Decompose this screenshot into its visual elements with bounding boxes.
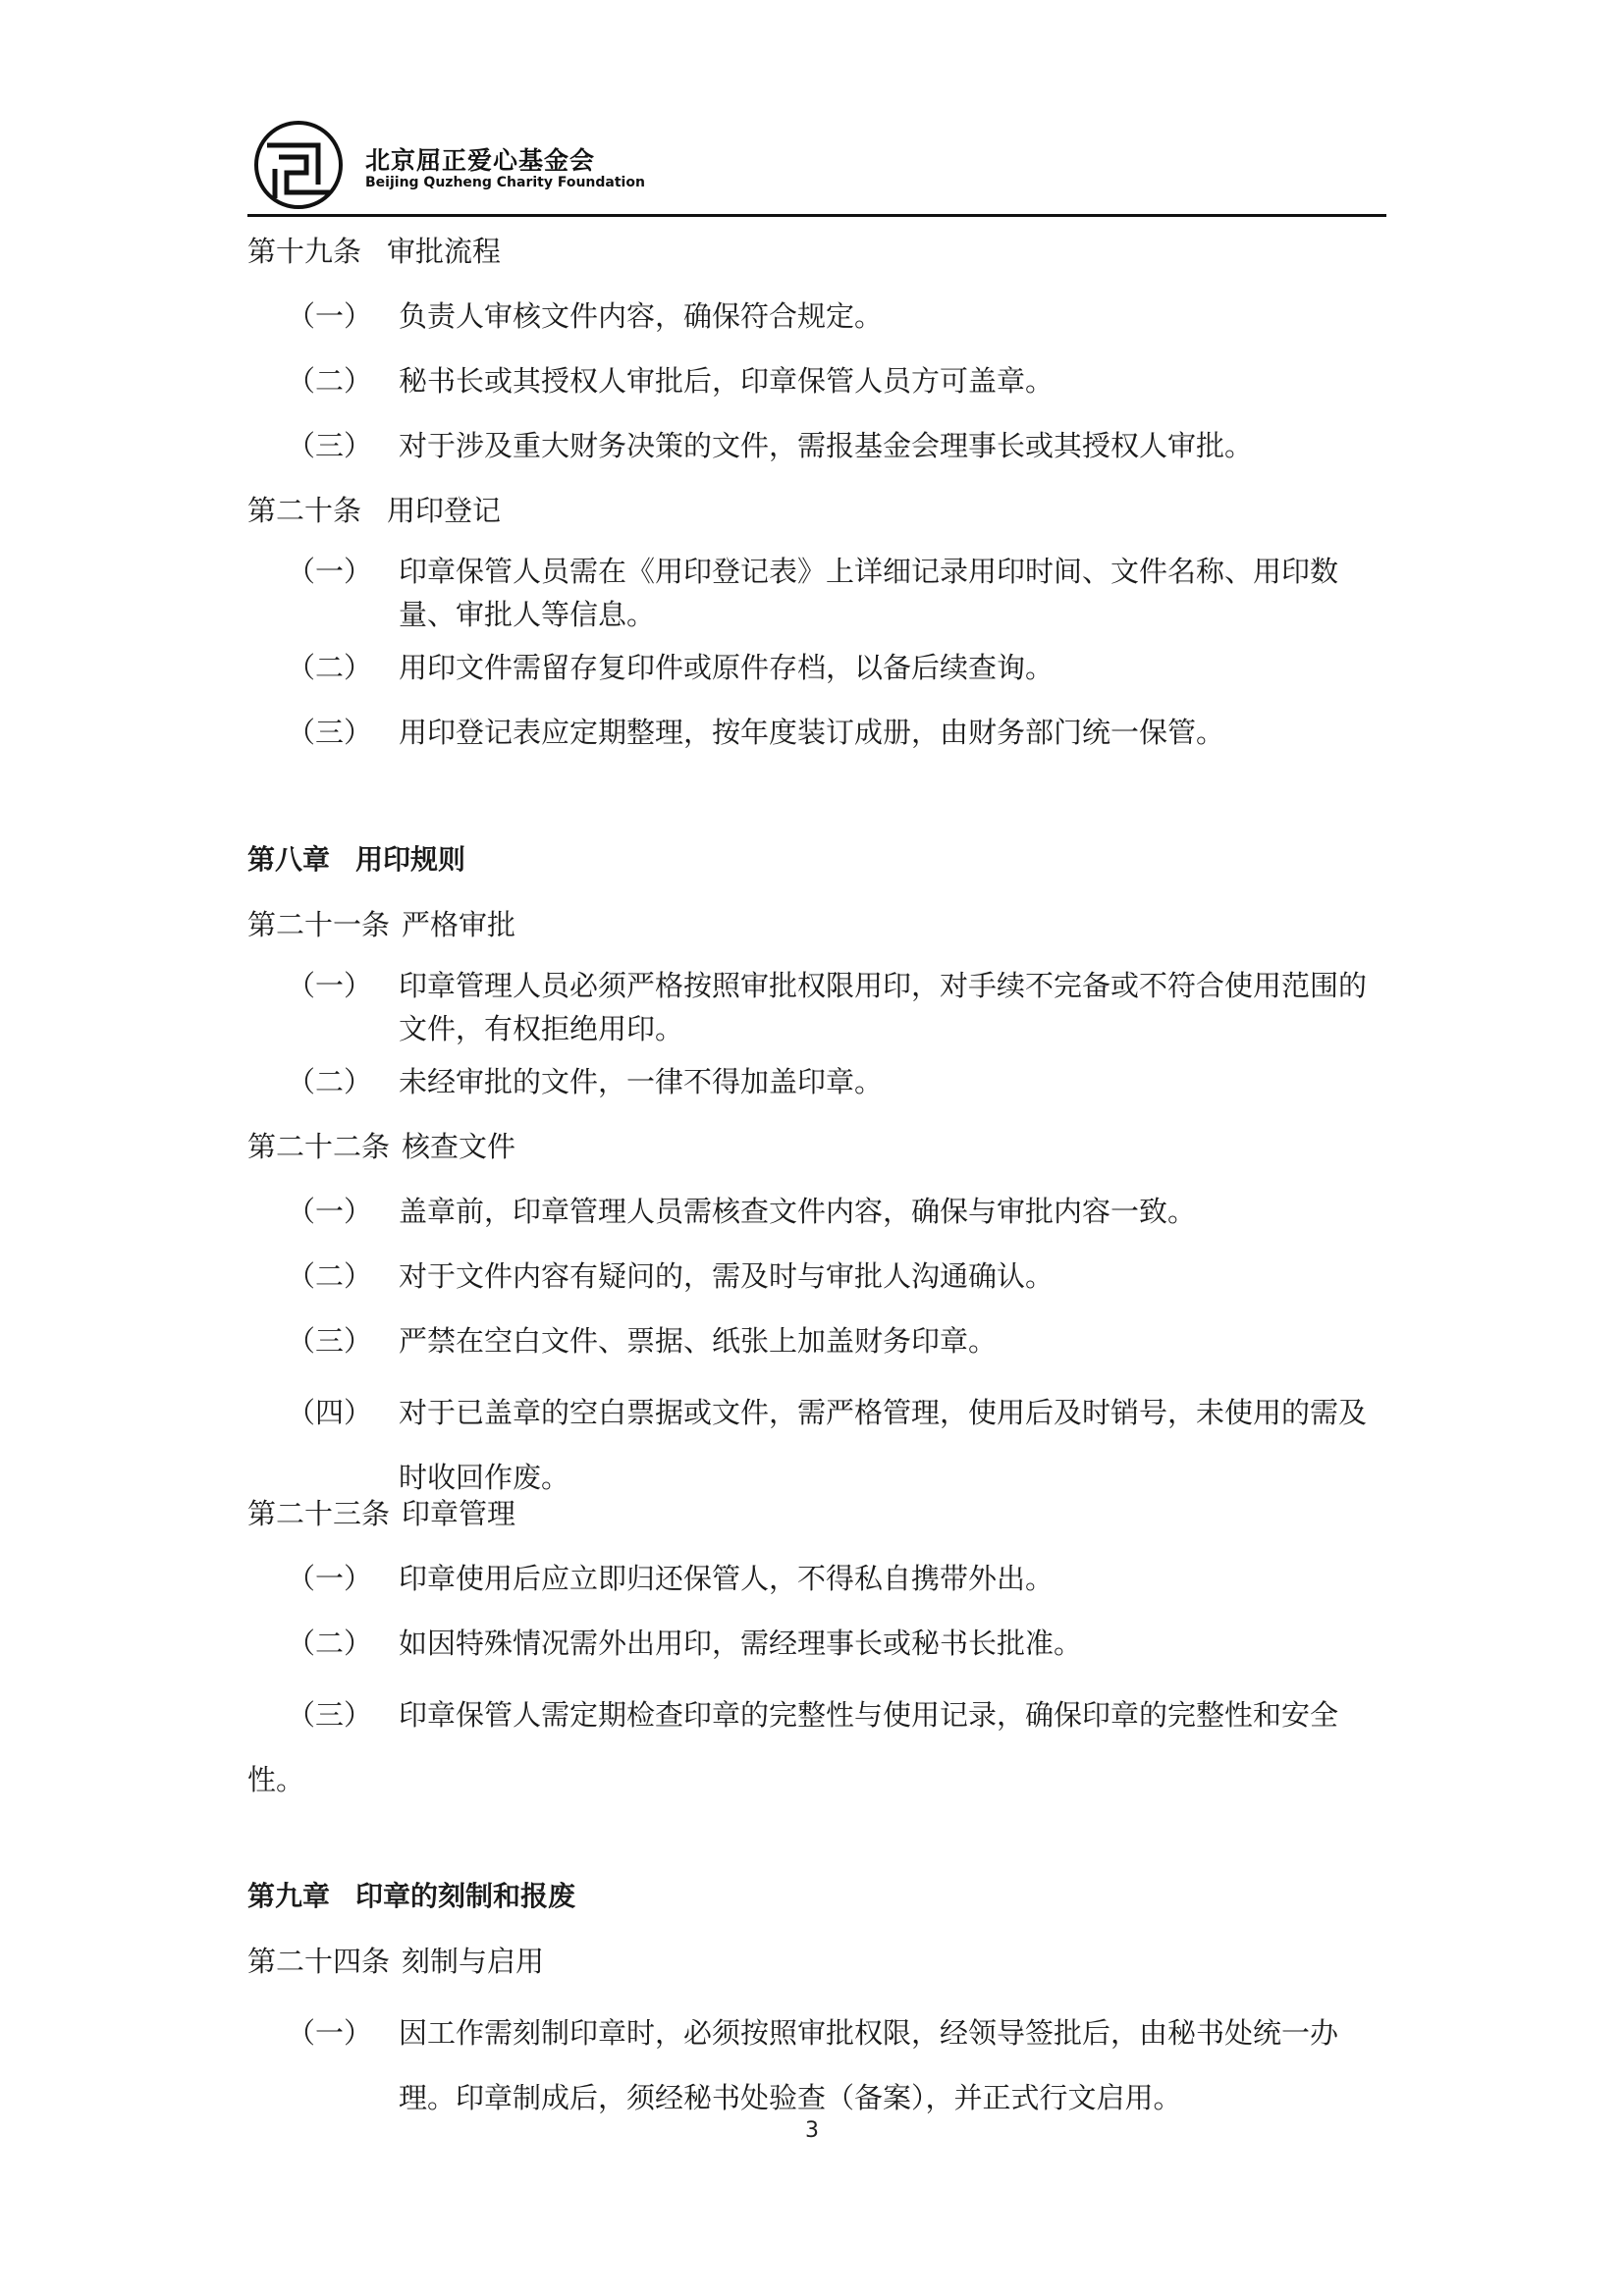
article-number: 第二十一条 bbox=[247, 908, 391, 941]
clause-text: 对于涉及重大财务决策的文件，需报基金会理事长或其授权人审批。 bbox=[399, 429, 1254, 462]
chapter-number: 第八章 bbox=[247, 843, 331, 876]
chapter-title: 用印规则 bbox=[355, 843, 466, 876]
article-title: 核查文件 bbox=[402, 1130, 516, 1163]
article-title: 印章管理 bbox=[402, 1497, 516, 1530]
clause-item bbox=[247, 355, 1386, 420]
article-title: 审批流程 bbox=[387, 235, 502, 268]
clause-text: 对于已盖章的空白票据或文件，需严格管理，使用后及时销号，未使用的需及时收回作废。 bbox=[399, 1396, 1368, 1494]
clause-text: 对于文件内容有疑问的，需及时与审批人沟通确认。 bbox=[399, 1259, 1055, 1293]
article-title: 刻制与启用 bbox=[402, 1945, 545, 1978]
clause-item bbox=[247, 1251, 1386, 1315]
clause-item bbox=[247, 964, 1386, 1056]
clause-item bbox=[247, 420, 1386, 485]
clause-item bbox=[247, 1682, 1386, 1810]
clause-number: （一） bbox=[287, 555, 373, 588]
clause-text: 用印登记表应定期整理，按年度装订成册，由财务部门统一保管。 bbox=[399, 716, 1225, 749]
clause-text: 用印文件需留存复印件或原件存档，以备后续查询。 bbox=[399, 651, 1055, 684]
clause-number: （二） bbox=[287, 1065, 373, 1098]
foundation-logo-icon bbox=[253, 120, 344, 210]
clause-text: 因工作需刻制印章时，必须按照审批权限，经领导签批后，由秘书处统一办理。印章制成后，须经秘书处验查（备案），并正式行文启用。 bbox=[399, 2016, 1339, 2114]
clause-item bbox=[247, 1186, 1386, 1251]
article-title: 用印登记 bbox=[387, 494, 502, 527]
clause-text: 负责人审核文件内容，确保符合规定。 bbox=[399, 299, 884, 333]
page-number: 3 bbox=[805, 2118, 819, 2143]
clause-number: （一） bbox=[287, 1562, 373, 1595]
clause-item bbox=[247, 2001, 1386, 2114]
article-number: 第二十三条 bbox=[247, 1497, 391, 1530]
clause-item bbox=[247, 1618, 1386, 1682]
org-name-en: Beijing Quzheng Charity Foundation bbox=[365, 175, 645, 190]
article-number: 第十九条 bbox=[247, 235, 362, 268]
clause-item bbox=[247, 1380, 1386, 1494]
article-title: 严格审批 bbox=[402, 908, 516, 941]
clause-text: 秘书长或其授权人审批后，印章保管人员方可盖章。 bbox=[399, 364, 1055, 398]
clause-item bbox=[247, 707, 1386, 772]
clause-number: （二） bbox=[287, 651, 373, 684]
clause-number: （二） bbox=[287, 1259, 373, 1293]
article-number: 第二十条 bbox=[247, 494, 362, 527]
clause-number: （三） bbox=[287, 429, 373, 462]
clause-item bbox=[247, 1553, 1386, 1618]
clause-item bbox=[247, 291, 1386, 355]
clause-text: 严禁在空白文件、票据、纸张上加盖财务印章。 bbox=[399, 1324, 998, 1358]
article-number: 第二十四条 bbox=[247, 1945, 391, 1978]
clause-number: （一） bbox=[287, 1195, 373, 1228]
article-heading bbox=[247, 226, 1386, 291]
chapter-heading bbox=[247, 834, 1386, 899]
clause-number: （一） bbox=[287, 299, 373, 333]
clause-item bbox=[247, 550, 1386, 642]
clause-item bbox=[247, 642, 1386, 707]
clause-number: （三） bbox=[287, 1324, 373, 1358]
clause-text: 印章使用后应立即归还保管人，不得私自携带外出。 bbox=[399, 1562, 1055, 1595]
clause-item bbox=[247, 1315, 1386, 1380]
clause-text: 印章保管人需定期检查印章的完整性与使用记录，确保印章的完整性和安全性。 bbox=[247, 1698, 1339, 1796]
clause-number: （一） bbox=[287, 969, 373, 1002]
clause-number: （一） bbox=[287, 2016, 373, 2050]
clause-text: 未经审批的文件，一律不得加盖印章。 bbox=[399, 1065, 884, 1098]
clause-text: 印章保管人员需在《用印登记表》上详细记录用印时间、文件名称、用印数量、审批人等信息。 bbox=[399, 555, 1339, 631]
chapter-title: 印章的刻制和报废 bbox=[355, 1880, 576, 1912]
article-heading bbox=[247, 1121, 1386, 1186]
clause-number: （三） bbox=[287, 1698, 373, 1732]
clause-text: 印章管理人员必须严格按照审批权限用印，对手续不完备或不符合使用范围的文件，有权拒绝用印。 bbox=[399, 969, 1368, 1045]
clause-item bbox=[247, 1056, 1386, 1121]
clause-number: （二） bbox=[287, 1627, 373, 1660]
clause-text: 如因特殊情况需外出用印，需经理事长或秘书长批准。 bbox=[399, 1627, 1083, 1660]
clause-number: （三） bbox=[287, 716, 373, 749]
article-heading bbox=[247, 899, 1386, 964]
clause-number: （二） bbox=[287, 364, 373, 398]
chapter-heading bbox=[247, 1871, 1386, 1936]
article-number: 第二十二条 bbox=[247, 1130, 391, 1163]
document-body bbox=[247, 226, 1386, 2114]
article-heading bbox=[247, 485, 1386, 550]
header-divider bbox=[247, 214, 1386, 217]
article-heading bbox=[247, 1936, 1386, 2001]
clause-number: （四） bbox=[287, 1396, 373, 1429]
page-header bbox=[247, 116, 1386, 218]
chapter-number: 第九章 bbox=[247, 1880, 331, 1912]
clause-text: 盖章前，印章管理人员需核查文件内容，确保与审批内容一致。 bbox=[399, 1195, 1197, 1228]
org-name-cn: 北京屈正爱心基金会 bbox=[365, 146, 596, 175]
